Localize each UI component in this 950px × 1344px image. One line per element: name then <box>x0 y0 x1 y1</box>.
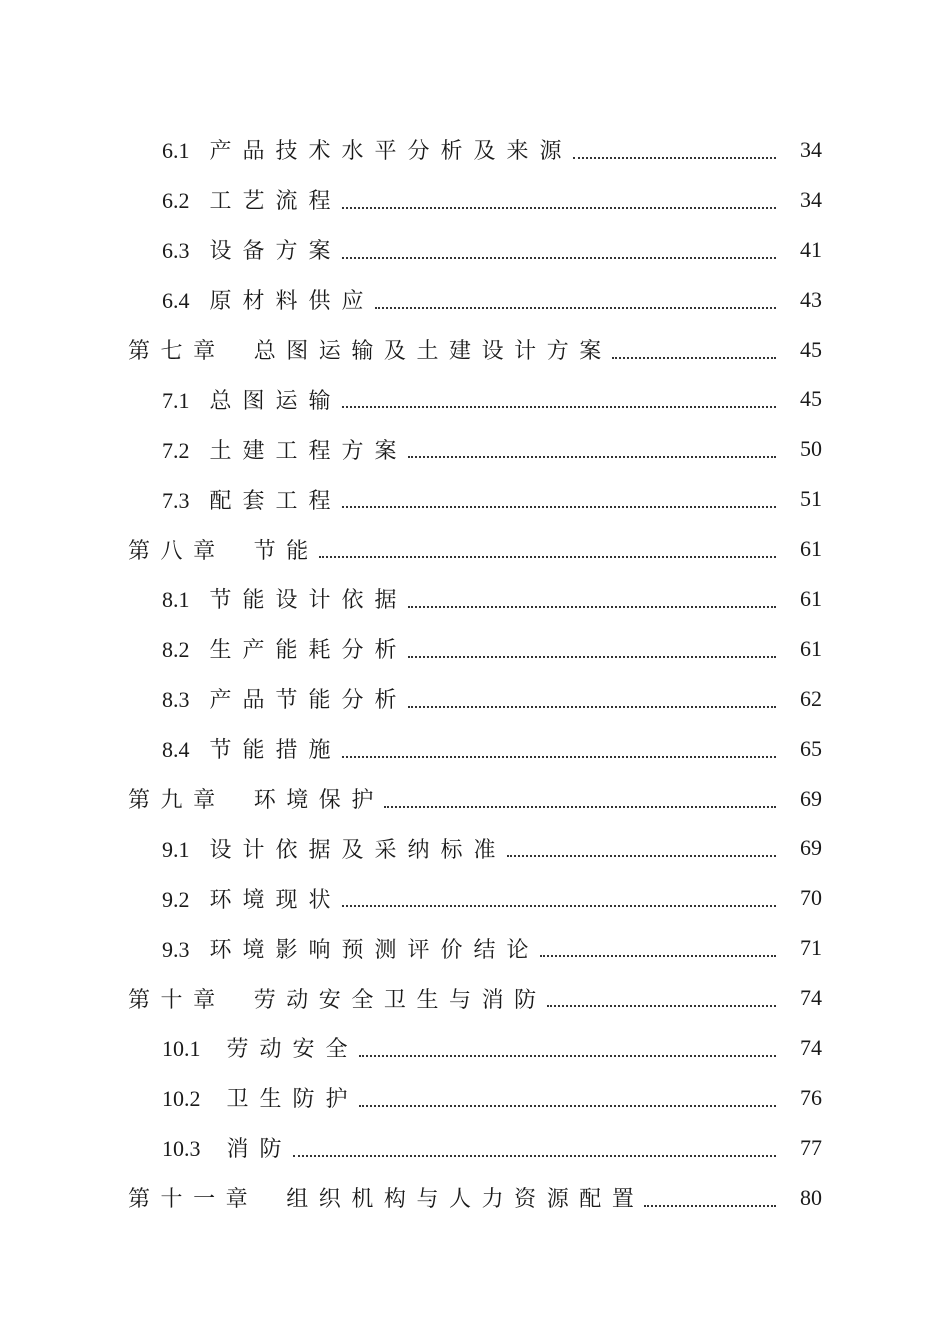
toc-entry-title: 产品技术水平分析及来源 <box>209 138 573 164</box>
toc-chapter-number: 第七章 <box>128 339 226 364</box>
toc-entry-label <box>162 184 342 215</box>
toc-chapter-number: 第十章 <box>128 987 226 1013</box>
toc-chapter-number: 第九章 <box>128 788 226 814</box>
dot-leader <box>293 1155 776 1157</box>
toc-entry-page: 65 <box>800 735 822 761</box>
toc-entry-10-3[interactable] <box>0 1123 950 1173</box>
dot-leader <box>408 656 776 658</box>
toc-entry-label <box>162 484 342 515</box>
dot-leader <box>342 257 776 259</box>
toc-entry-page: 34 <box>800 186 822 212</box>
toc-entry-page: 51 <box>800 486 822 512</box>
dot-leader <box>540 955 776 957</box>
toc-entry-number: 6.4 <box>162 288 190 314</box>
toc-chapter-title: 组织机构与人力资源配置 <box>286 1187 645 1213</box>
toc-entry-page: 74 <box>800 985 822 1011</box>
toc-entry-label <box>128 534 319 565</box>
dot-leader <box>342 905 776 907</box>
toc-entry-number: 8.4 <box>162 737 190 763</box>
toc-entry-9-3[interactable] <box>0 923 950 973</box>
toc-entry-page: 76 <box>800 1084 822 1110</box>
dot-leader <box>359 1105 776 1107</box>
toc-chapter-number: 第十一章 <box>128 1187 259 1213</box>
toc-entry-number: 7.3 <box>162 487 190 513</box>
toc-chapter-title: 总图运输及土建设计方案 <box>253 339 612 364</box>
toc-entry-label <box>162 683 408 714</box>
toc-entry-title: 卫生防护 <box>226 1086 359 1112</box>
dot-leader <box>359 1055 776 1057</box>
toc-entry-9-2[interactable] <box>0 873 950 923</box>
toc-entry-number: 10.1 <box>162 1036 201 1062</box>
toc-entry-label <box>128 983 547 1014</box>
toc-entry-page: 77 <box>800 1134 822 1160</box>
toc-entry-number: 10.2 <box>162 1086 201 1112</box>
toc-entry-number: 6.2 <box>162 188 190 214</box>
toc-entry-title: 生产能耗分析 <box>209 637 408 663</box>
toc-entry-page: 61 <box>800 585 822 611</box>
dot-leader <box>612 357 776 359</box>
toc-entry-label <box>162 583 408 614</box>
toc-chapter-7[interactable] <box>0 325 950 375</box>
toc-entry-page: 69 <box>800 785 822 811</box>
toc-entry-number: 7.2 <box>162 437 190 463</box>
toc-entry-number: 9.3 <box>162 936 190 962</box>
toc-entry-number: 8.3 <box>162 687 190 713</box>
toc-entry-label <box>162 234 342 265</box>
toc-chapter-title: 劳动安全卫生与消防 <box>253 987 547 1013</box>
dot-leader <box>408 706 776 708</box>
toc-entry-8-1[interactable] <box>0 574 950 624</box>
toc-entry-6-4[interactable] <box>0 275 950 325</box>
dot-leader <box>342 207 776 209</box>
toc-entry-label <box>162 384 342 415</box>
toc-chapter-11[interactable] <box>0 1173 950 1223</box>
toc-entry-number: 9.2 <box>162 886 190 912</box>
toc-entry-7-2[interactable] <box>0 424 950 474</box>
toc-entry-title: 消防 <box>226 1136 293 1162</box>
toc-entry-page: 70 <box>800 885 822 911</box>
toc-entry-number: 9.1 <box>162 836 190 862</box>
toc-entry-6-1[interactable] <box>0 125 950 175</box>
toc-entry-title: 产品节能分析 <box>209 687 408 713</box>
toc-entry-title: 工艺流程 <box>209 188 342 214</box>
toc-entry-page: 34 <box>800 136 822 162</box>
toc-entry-number: 8.1 <box>162 587 190 613</box>
toc-entry-label <box>162 883 342 914</box>
toc-entry-10-1[interactable] <box>0 1023 950 1073</box>
toc-entry-page: 80 <box>800 1184 822 1210</box>
dot-leader <box>384 806 776 808</box>
dot-leader <box>375 307 776 309</box>
toc-entry-title: 配套工程 <box>209 487 342 513</box>
dot-leader <box>507 855 776 857</box>
toc-entry-number: 8.2 <box>162 637 190 663</box>
toc-entry-page: 43 <box>800 286 822 312</box>
toc-entry-title: 原材料供应 <box>209 288 375 314</box>
toc-entry-page: 69 <box>800 835 822 861</box>
toc-entry-label <box>128 1182 644 1213</box>
toc-entry-page: 61 <box>800 536 822 562</box>
table-of-contents <box>0 125 950 1223</box>
toc-entry-page: 41 <box>800 236 822 262</box>
dot-leader <box>319 556 776 558</box>
toc-entry-label <box>162 284 375 315</box>
toc-entry-label <box>128 783 384 814</box>
toc-entry-page: 62 <box>800 685 822 711</box>
toc-entry-8-4[interactable] <box>0 724 950 774</box>
toc-entry-label <box>162 1032 359 1063</box>
toc-entry-title: 劳动安全 <box>226 1036 359 1062</box>
toc-chapter-title: 节能 <box>253 538 319 564</box>
toc-entry-page: 61 <box>800 635 822 661</box>
toc-entry-page: 45 <box>800 336 822 362</box>
toc-entry-8-2[interactable] <box>0 624 950 674</box>
toc-entry-6-2[interactable] <box>0 175 950 225</box>
toc-entry-label <box>162 733 342 764</box>
toc-entry-label <box>162 933 540 964</box>
toc-entry-page: 50 <box>800 436 822 462</box>
dot-leader <box>342 406 776 408</box>
toc-entry-title: 总图运输 <box>209 387 342 413</box>
toc-entry-label <box>162 633 408 664</box>
toc-entry-label <box>162 434 408 465</box>
toc-entry-label <box>162 1132 293 1163</box>
toc-chapter-8[interactable] <box>0 524 950 574</box>
toc-chapter-9[interactable] <box>0 774 950 824</box>
dot-leader <box>547 1005 776 1007</box>
toc-chapter-10[interactable] <box>0 973 950 1023</box>
toc-entry-title: 节能设计依据 <box>209 587 408 613</box>
dot-leader <box>644 1205 776 1207</box>
toc-entry-title: 环境现状 <box>209 886 342 912</box>
toc-entry-label <box>162 833 507 864</box>
toc-entry-9-1[interactable] <box>0 823 950 873</box>
toc-entry-title: 环境影响预测评价结论 <box>209 936 540 962</box>
toc-entry-title: 设备方案 <box>209 238 342 264</box>
dot-leader <box>342 756 776 758</box>
toc-entry-label <box>162 134 573 165</box>
toc-entry-label <box>128 334 612 365</box>
toc-entry-title: 土建工程方案 <box>209 437 408 463</box>
dot-leader <box>408 606 776 608</box>
toc-entry-page: 71 <box>800 935 822 961</box>
toc-entry-title: 节能措施 <box>209 737 342 763</box>
toc-entry-title: 设计依据及采纳标准 <box>209 836 507 862</box>
toc-entry-number: 10.3 <box>162 1136 201 1162</box>
toc-entry-page: 74 <box>800 1034 822 1060</box>
toc-entry-number: 6.3 <box>162 238 190 264</box>
toc-chapter-number: 第八章 <box>128 538 226 564</box>
dot-leader <box>573 157 776 159</box>
toc-entry-7-1[interactable] <box>0 374 950 424</box>
toc-entry-8-3[interactable] <box>0 674 950 724</box>
toc-entry-page: 45 <box>800 386 822 412</box>
toc-chapter-title: 环境保护 <box>253 788 384 814</box>
dot-leader <box>342 506 776 508</box>
toc-entry-label <box>162 1082 359 1113</box>
toc-entry-10-2[interactable] <box>0 1073 950 1123</box>
toc-entry-number: 7.1 <box>162 387 190 413</box>
dot-leader <box>408 456 776 458</box>
toc-entry-number: 6.1 <box>162 138 190 164</box>
toc-entry-7-3[interactable] <box>0 474 950 524</box>
toc-entry-6-3[interactable] <box>0 225 950 275</box>
